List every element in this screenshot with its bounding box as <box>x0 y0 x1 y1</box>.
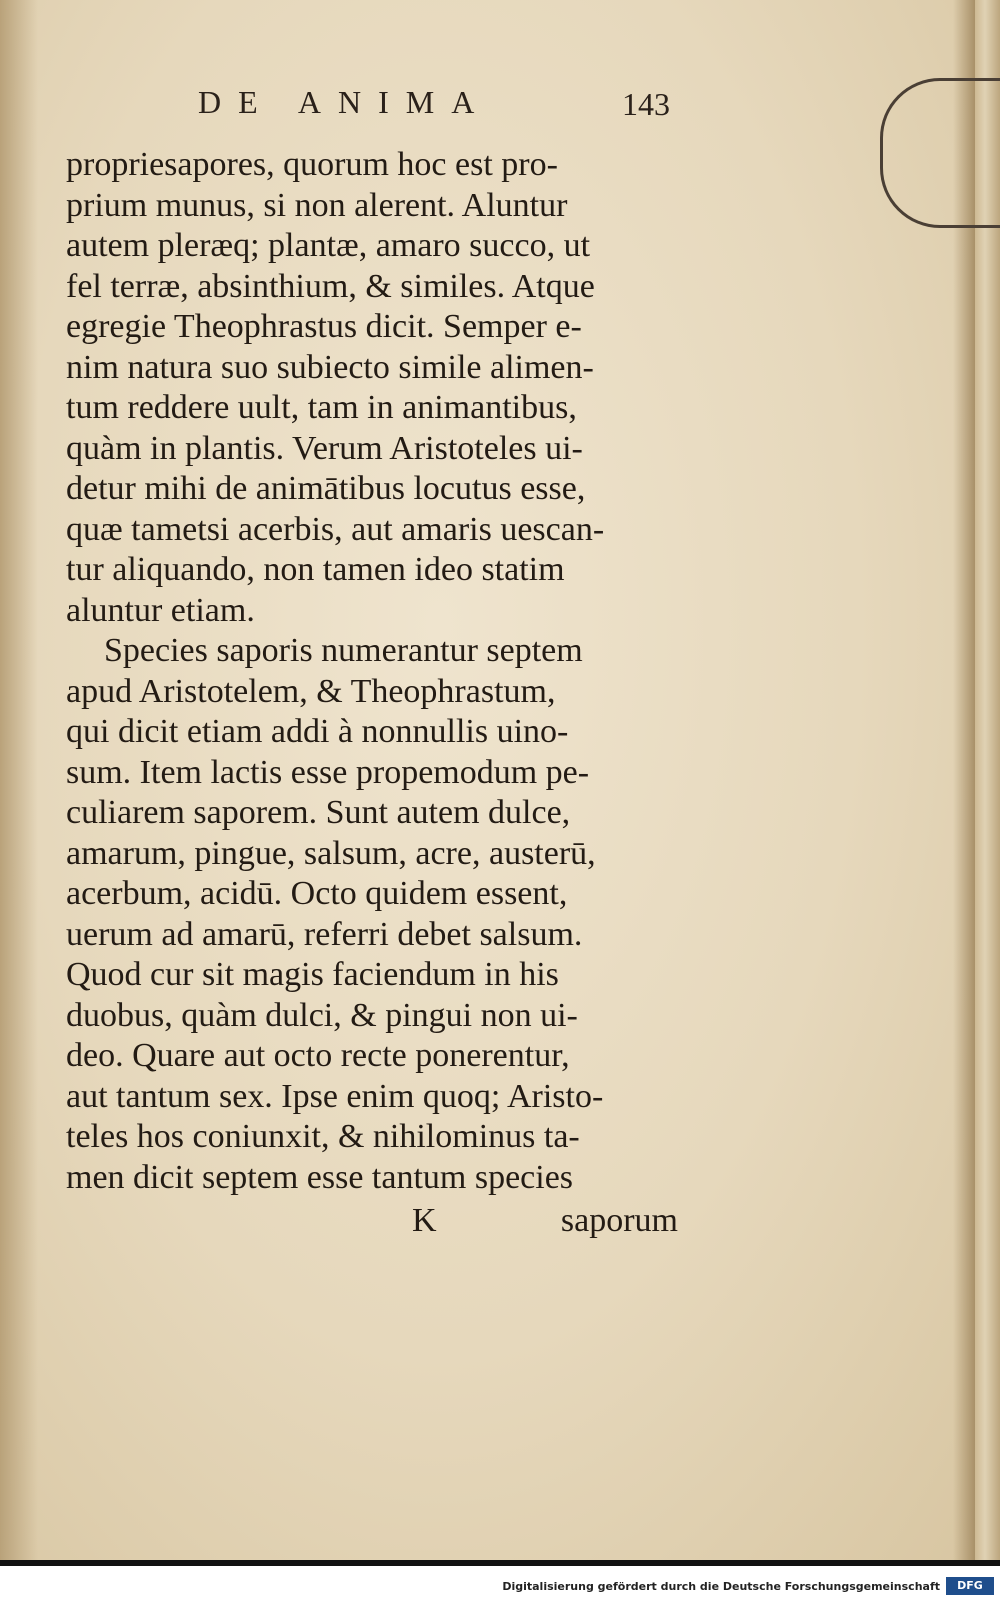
page-edge <box>975 0 1000 1560</box>
text-line: quàm in plantis. Verum Aristoteles ui- <box>66 429 583 467</box>
text-line: egregie Theophrastus dicit. Semper e- <box>66 308 582 345</box>
text-line: duobus, quàm dulci, & pingui non ui- <box>66 996 578 1034</box>
text-line: qui dicit etiam addi à nonnullis uino- <box>66 713 569 750</box>
catchword: saporum <box>560 1202 678 1239</box>
text-line: propriesapores, quorum hoc est pro- <box>66 146 558 183</box>
body-text <box>66 145 686 1198</box>
text-line: deo. Quare aut octo recte ponerentur, <box>66 1037 570 1074</box>
running-head: DE ANIMA <box>198 84 492 120</box>
text-line: culiarem saporem. Sunt autem dulce, <box>66 794 571 831</box>
text-line: nim natura suo subiecto simile alimen- <box>66 348 594 386</box>
text-line: Species saporis numerantur septem <box>104 632 583 669</box>
text-line: apud Aristotelem, & Theophrastum, <box>66 672 556 710</box>
paper-clip-icon <box>880 78 1000 228</box>
text-line: acerbum, acidū. Octo quidem essent, <box>66 875 568 912</box>
text-line: sum. Item lactis esse propemodum pe- <box>66 753 590 791</box>
text-line: quæ tametsi acerbis, aut amaris uescan- <box>66 510 605 548</box>
dfg-logo: DFG <box>946 1577 994 1595</box>
text-line: uerum ad amarū, referri debet salsum. <box>66 915 583 953</box>
digitization-footer <box>0 1560 1000 1602</box>
text-line: Quod cur sit magis faciendum in his <box>66 956 559 993</box>
text-line: autem pleræq; plantæ, amaro succo, ut <box>66 227 591 264</box>
text-line: aut tantum sex. Ipse enim quoq; Aristo- <box>66 1077 604 1115</box>
text-line: amarum, pingue, salsum, acre, austerū, <box>66 834 596 872</box>
signature-mark: K <box>412 1202 437 1239</box>
page-number: 143 <box>622 86 670 122</box>
text-line: detur mihi de animātibus locutus esse, <box>66 470 586 507</box>
text-line: fel terræ, absinthium, & similes. Atque <box>66 267 595 305</box>
text-line: men dicit septem esse tantum species <box>66 1158 574 1196</box>
text-line: prium munus, si non alerent. Aluntur <box>66 186 568 224</box>
text-line: teles hos coniunxit, & nihilominus ta- <box>66 1118 580 1155</box>
text-line: tum reddere uult, tam in animantibus, <box>66 389 577 426</box>
text-line: aluntur etiam. <box>66 591 255 629</box>
signature-line <box>66 1202 678 1246</box>
text-line: tur aliquando, non tamen ideo statim <box>66 551 565 588</box>
footer-credit: Digitalisierung gefördert durch die Deutsche Forschungsgemeinschaft <box>502 1580 940 1593</box>
